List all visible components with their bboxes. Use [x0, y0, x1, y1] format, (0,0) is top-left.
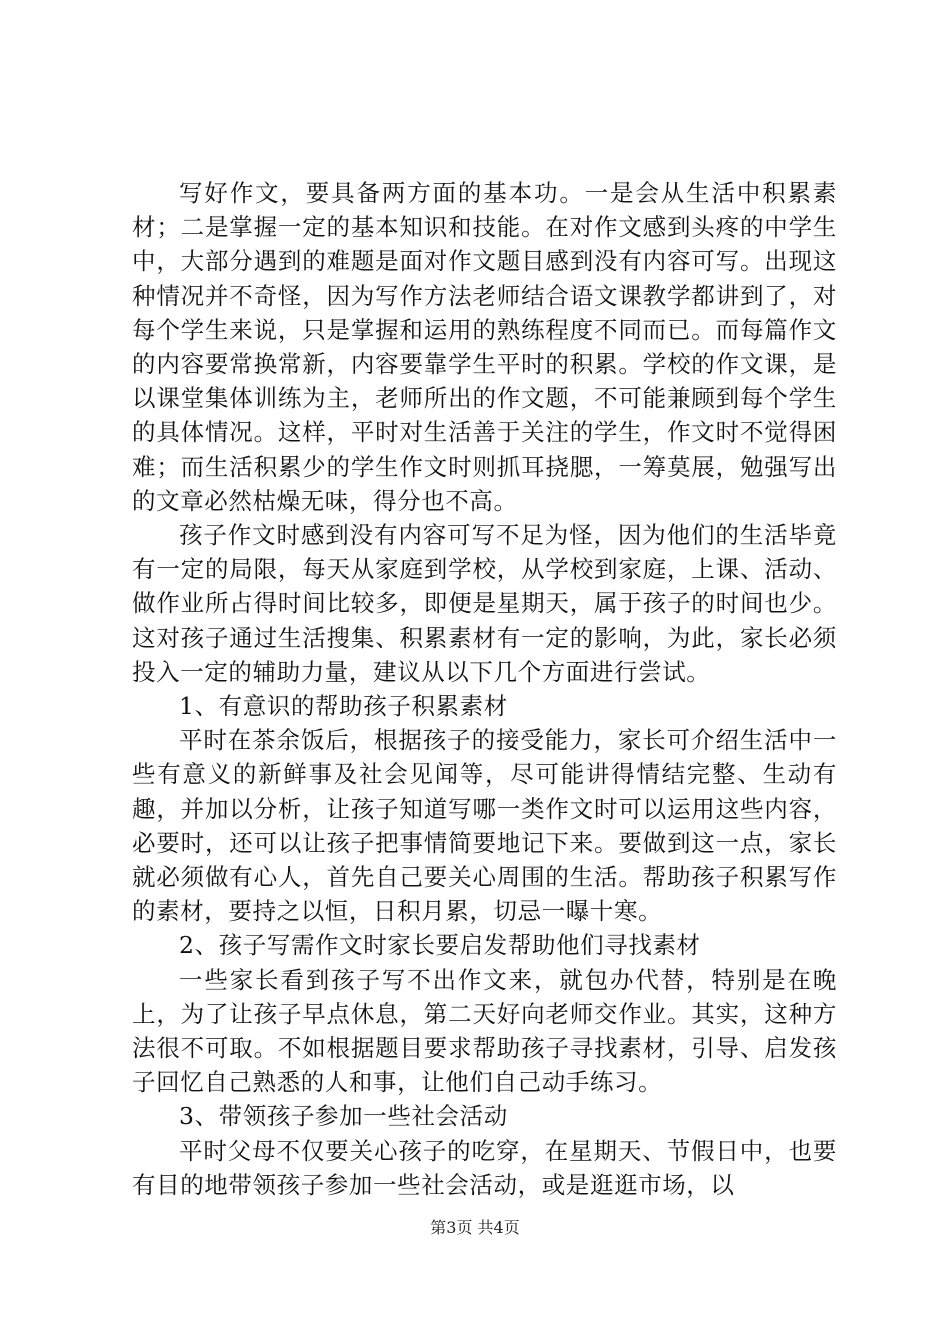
section-heading-1: 1、有意识的帮助孩子积累素材: [179, 692, 508, 721]
paragraph-section-3: 平时父母不仅要关心孩子的吃穿，在星期天、节假日中，也要有目的地带领孩子参加一些社会活动，或是逛逛市场，以: [132, 1136, 837, 1199]
page-footer: 第3页 共4页: [430, 1218, 520, 1237]
paragraph-section-2: 一些家长看到孩子写不出作文来，就包办代替，特别是在晚上，为了让孩子早点休息，第二天好向老师交作业。其实，这种方法很不可取。不如根据题目要求帮助孩子寻找素材，引导、启发孩子回忆自己熟悉的人和事，让他们自己动手练习。: [132, 965, 837, 1097]
section-heading-3: 3、带领孩子参加一些社会活动: [179, 1102, 508, 1131]
document-body: [132, 176, 837, 1202]
paragraph-problem: 孩子作文时感到没有内容可写不足为怪，因为他们的生活毕竟有一定的局限，每天从家庭到学校，从学校到家庭，上课、活动、做作业所占得时间比较多，即便是星期天，属于孩子的时间也少。这对孩子通过生活搜集、积累素材有一定的影响，为此，家长必须投入一定的辅助力量，建议从以下几个方面进行尝试。: [132, 521, 837, 686]
paragraph-intro: 写好作文，要具备两方面的基本功。一是会从生活中积累素材；二是掌握一定的基本知识和技能。在对作文感到头疼的中学生中，大部分遇到的难题是面对作文题目感到没有内容可写。出现这种情况并不奇怪，因为写作方法老师结合语文课教学都讲到了，对每个学生来说，只是掌握和运用的熟练程度不同而已。而每篇作文的内容要常换常新，内容要靠学生平时的积累。学校的作文课，是以课堂集体训练为主，老师所出的作文题，不可能兼顾到每个学生的具体情况。这样，平时对生活善于关注的学生，作文时不觉得困难；而生活积累少的学生作文时则抓耳挠腮，一筹莫展，勉强写出的文章必然枯燥无味，得分也不高。: [132, 179, 837, 515]
paragraph-section-1: 平时在茶余饭后，根据孩子的接受能力，家长可介绍生活中一些有意义的新鲜事及社会见闻等，尽可能讲得情结完整、生动有趣，并加以分析，让孩子知道写哪一类作文时可以运用这些内容，必要时，还可以让孩子把事情简要地记下来。要做到这一点，家长就必须做有心人，首先自己要关心周围的生活。帮助孩子积累写作的素材，要持之以恒，日积月累，切忌一曝十寒。: [132, 726, 837, 926]
section-heading-2: 2、孩子写需作文时家长要启发帮助他们寻找素材: [179, 931, 701, 960]
